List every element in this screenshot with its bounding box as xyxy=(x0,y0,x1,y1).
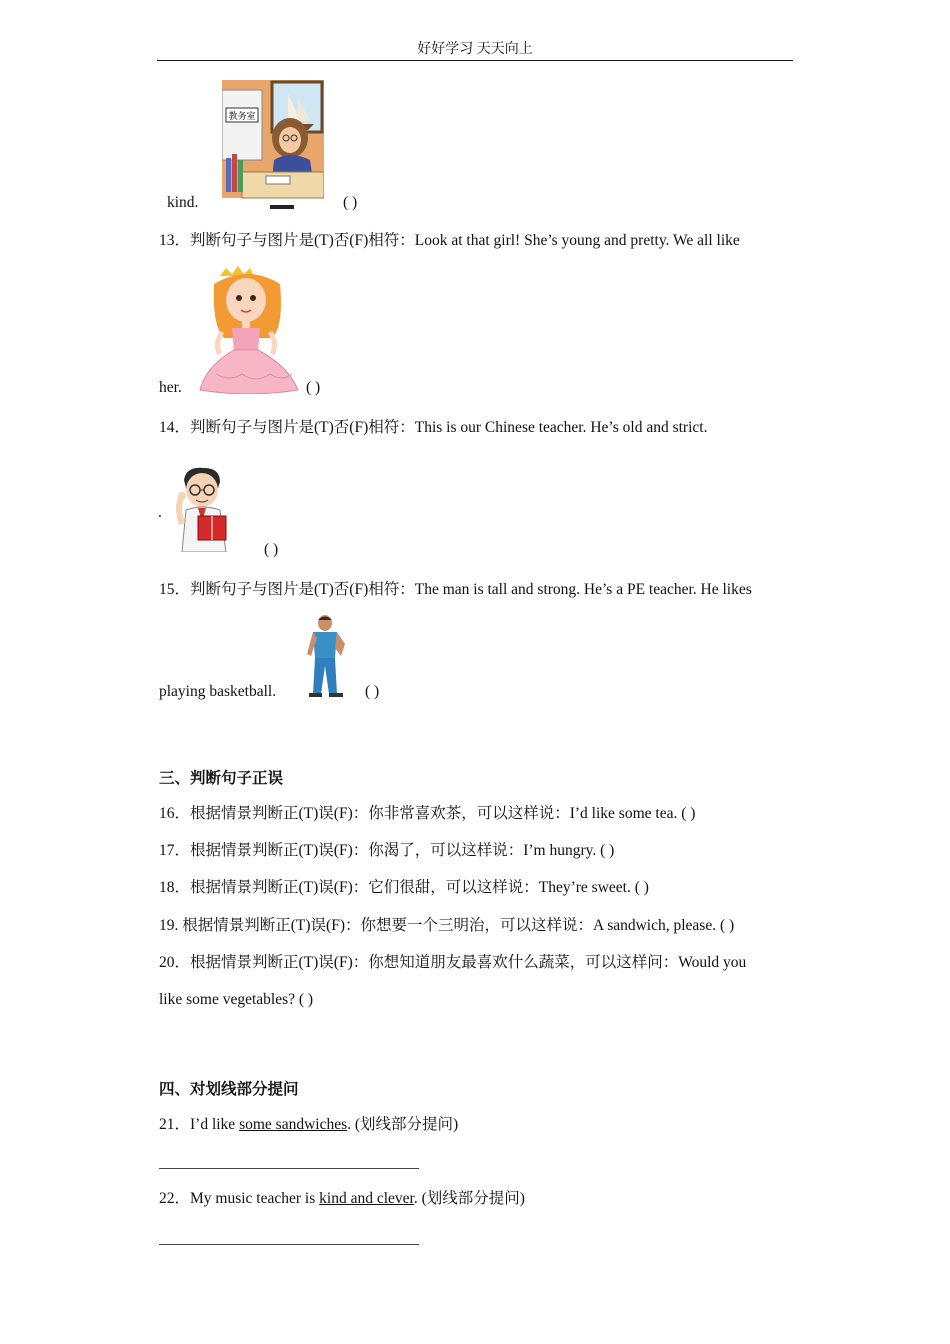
q15-answer-bracket[interactable]: ( ) xyxy=(365,683,380,700)
q22-answer-line[interactable] xyxy=(159,1244,419,1245)
q22-prefix: 22．My music teacher is xyxy=(159,1190,320,1207)
q13-answer-bracket[interactable]: ( ) xyxy=(306,379,321,396)
office-sign-text: 教务室 xyxy=(228,112,256,122)
section4-title: 四、对划线部分提问 xyxy=(159,1080,299,1098)
q13-question-text: 13．判断句子与图片是(T)否(F)相符：Look at that girl! She’s young and pretty. We all like xyxy=(159,232,740,249)
q22-suffix: . (划线部分提问) xyxy=(413,1190,525,1207)
chinese-teacher-image xyxy=(174,466,234,552)
q20-continuation: like some vegetables? ( ) xyxy=(159,991,314,1008)
princess-girl-image xyxy=(196,266,302,394)
page-header: 好好学习 天天向上 xyxy=(417,42,533,57)
section3-title: 三、判断句子正误 xyxy=(159,769,284,787)
q21-question xyxy=(159,1115,458,1135)
teacher-office-image xyxy=(222,80,324,210)
q17-item: 17．根据情景判断正(T)误(F)：你渴了，可以这样说：I’m hungry. ( ) xyxy=(159,842,615,859)
q14-dot: . xyxy=(158,504,162,521)
q12-tail-text: kind. xyxy=(167,194,199,211)
q19-item: 19. 根据情景判断正(T)误(F)：你想要一个三明治，可以这样说：A sandwich, please. ( ) xyxy=(159,917,735,934)
header-rule xyxy=(157,60,793,61)
q16-item: 16．根据情景判断正(T)误(F)：你非常喜欢茶，可以这样说：I’d like some tea. ( ) xyxy=(159,805,696,822)
q21-suffix: . (划线部分提问) xyxy=(347,1116,459,1133)
q21-prefix: 21．I’d like xyxy=(159,1116,240,1133)
q15-question-text: 15．判断句子与图片是(T)否(F)相符：The man is tall and strong. He’s a PE teacher. He likes xyxy=(159,581,752,598)
q21-underlined-part: some sandwiches xyxy=(239,1116,348,1133)
q13-tail-text: her. xyxy=(159,379,182,396)
q12-answer-bracket[interactable]: ( ) xyxy=(343,194,358,211)
q22-question xyxy=(159,1189,525,1209)
pe-teacher-image xyxy=(305,614,349,698)
q20-item: 20．根据情景判断正(T)误(F)：你想知道朋友最喜欢什么蔬菜，可以这样问：Would you xyxy=(159,954,747,971)
q14-question-text: 14．判断句子与图片是(T)否(F)相符：This is our Chinese teacher. He’s old and strict. xyxy=(159,419,708,436)
q22-underlined-part: kind and clever xyxy=(319,1190,414,1207)
q15-tail-text: playing basketball. xyxy=(159,683,277,700)
q21-answer-line[interactable] xyxy=(159,1168,419,1169)
q18-item: 18．根据情景判断正(T)误(F)：它们很甜，可以这样说：They’re sweet. ( ) xyxy=(159,879,649,896)
q14-answer-bracket[interactable]: ( ) xyxy=(264,541,279,558)
